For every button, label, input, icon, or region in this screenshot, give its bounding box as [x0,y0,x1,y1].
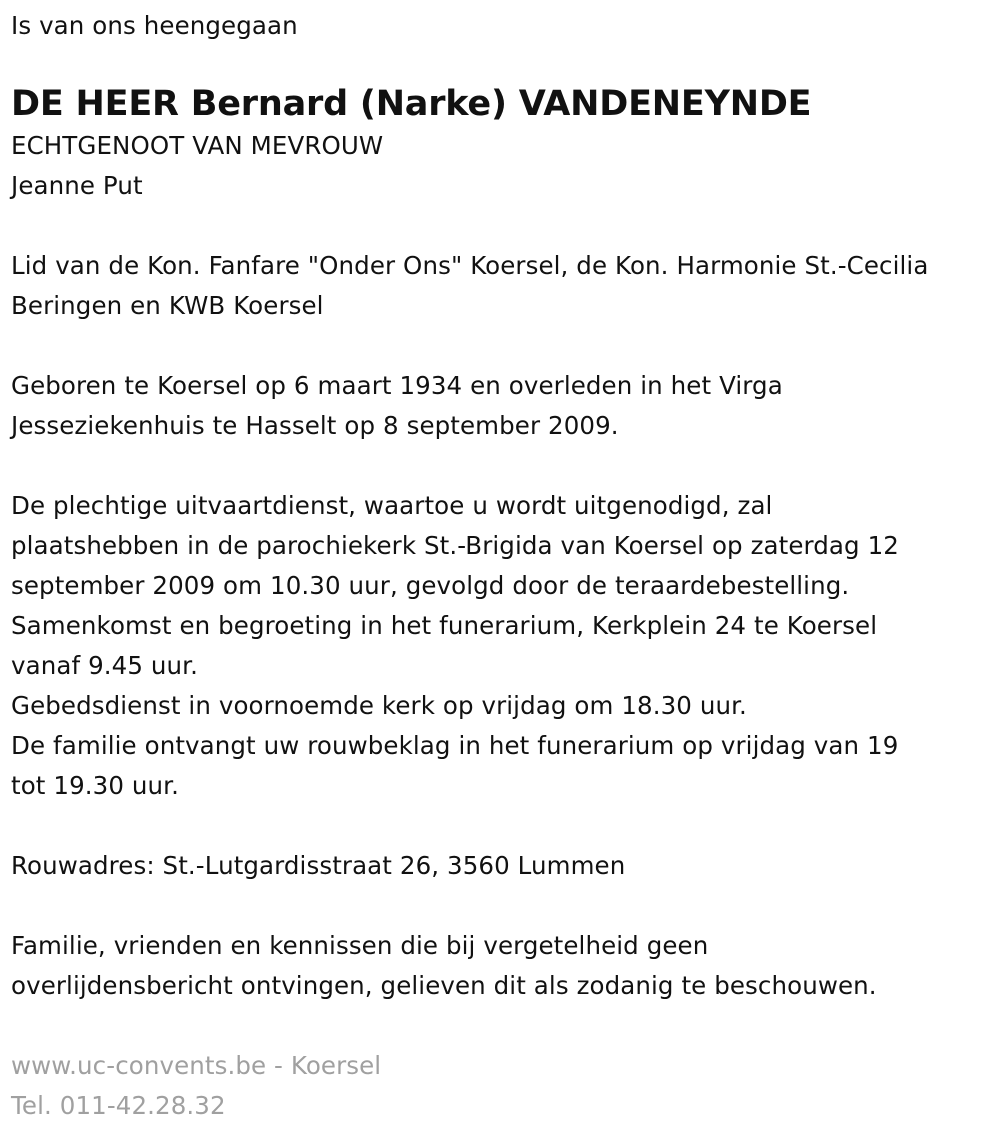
intro-text: Is van ons heengegaan [11,11,298,40]
footer [11,1046,993,1126]
spouse-name: Jeanne Put [11,171,143,200]
paragraph-line: Samenkomst en begroeting in het funerarium, Kerkplein 24 te Koersel [11,611,878,640]
paragraph-line: Jesseziekenhuis te Hasselt op 8 september 2009. [11,411,619,440]
footer-website: www.uc-convents.be - Koersel [11,1051,382,1080]
paragraph-line: tot 19.30 uur. [11,771,179,800]
paragraph-line: Geboren te Koersel op 6 maart 1934 en overleden in het Virga [11,371,783,400]
ceremony-paragraph [11,486,993,806]
paragraph-line: vanaf 9.45 uur. [11,651,198,680]
paragraph-line: De familie ontvangt uw rouwbeklag in het funerarium op vrijdag van 19 [11,731,899,760]
spacer [11,206,993,246]
spacer [11,326,993,366]
spacer [11,46,993,82]
notice-paragraph [11,926,993,1006]
paragraph-line: september 2009 om 10.30 uur, gevolgd door de teraardebestelling. [11,571,850,600]
paragraph-line: Gebedsdienst in voornoemde kerk op vrijdag om 18.30 uur. [11,691,747,720]
paragraph-line: Familie, vrienden en kennissen die bij vergetelheid geen [11,931,709,960]
obituary-notice [11,6,993,1126]
spacer [11,806,993,846]
spacer [11,886,993,926]
paragraph-line: Beringen en KWB Koersel [11,291,324,320]
paragraph-line: De plechtige uitvaartdienst, waartoe u wordt uitgenodigd, zal [11,491,773,520]
spouse-title: ECHTGENOOT VAN MEVROUW [11,131,384,160]
mourning-address: Rouwadres: St.-Lutgardisstraat 26, 3560 Lummen [11,851,626,880]
paragraph-line: plaatshebben in de parochiekerk St.-Brigida van Koersel op zaterdag 12 [11,531,899,560]
birth-death-paragraph [11,366,993,446]
paragraph-line: overlijdensbericht ontvingen, gelieven dit als zodanig te beschouwen. [11,971,877,1000]
footer-phone: Tel. 011-42.28.32 [11,1091,226,1120]
paragraph-line: Lid van de Kon. Fanfare "Onder Ons" Koersel, de Kon. Harmonie St.-Cecilia [11,251,929,280]
spacer [11,446,993,486]
spacer [11,1006,993,1046]
deceased-name: DE HEER Bernard (Narke) VANDENEYNDE [11,84,812,124]
membership-paragraph [11,246,993,326]
